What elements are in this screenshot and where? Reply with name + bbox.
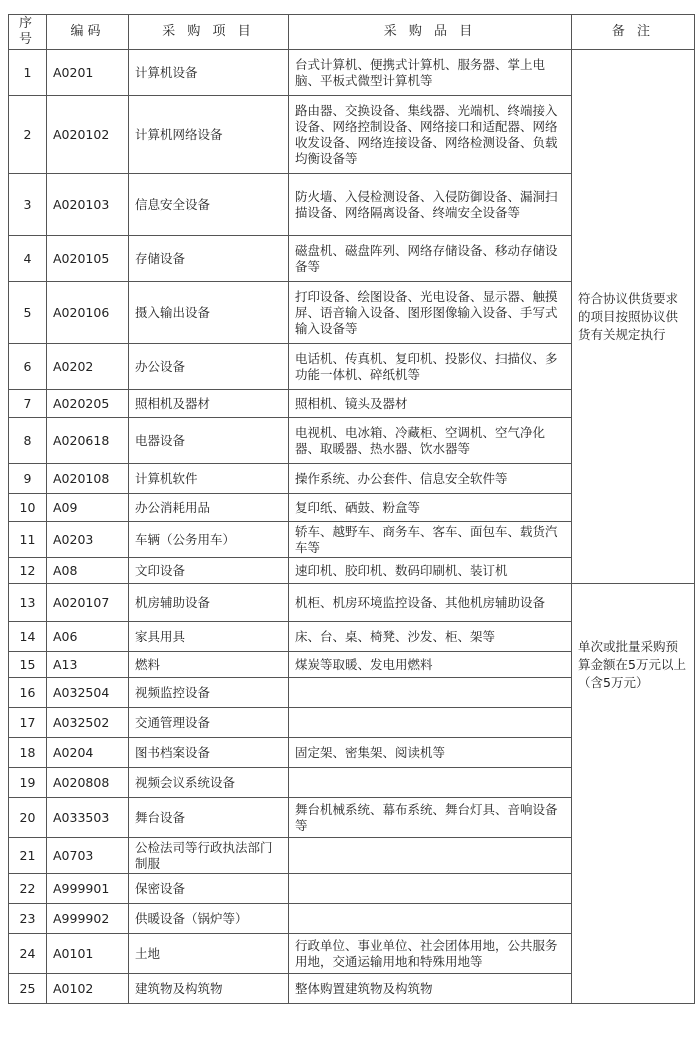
row-code: A033503 [47,798,129,838]
row-project: 图书档案设备 [129,738,289,768]
row-code: A020808 [47,768,129,798]
row-code: A0703 [47,838,129,874]
row-code: A0204 [47,738,129,768]
header-no: 序号 [9,15,47,50]
row-no: 18 [9,738,47,768]
row-items: 操作系统、办公套件、信息安全软件等 [289,464,572,494]
row-items: 轿车、越野车、商务车、客车、面包车、载货汽车等 [289,522,572,558]
row-code: A020618 [47,418,129,464]
row-code: A0102 [47,974,129,1004]
remark-agreement-supply: 符合协议供货要求的项目按照协议供货有关规定执行 [572,50,695,584]
row-project: 存储设备 [129,236,289,282]
table-row [9,584,695,622]
row-items [289,904,572,934]
row-no: 13 [9,584,47,622]
row-project: 舞台设备 [129,798,289,838]
row-no: 24 [9,934,47,974]
table-body [9,50,695,1004]
row-items: 煤炭等取暖、发电用燃料 [289,652,572,678]
row-no: 19 [9,768,47,798]
row-no: 3 [9,174,47,236]
row-code: A020105 [47,236,129,282]
remark-budget-threshold: 单次或批量采购预算金额在5万元以上（含5万元） [572,584,695,1004]
row-no: 11 [9,522,47,558]
row-no: 8 [9,418,47,464]
row-code: A0203 [47,522,129,558]
row-no: 17 [9,708,47,738]
row-project: 办公设备 [129,344,289,390]
row-items: 台式计算机、便携式计算机、服务器、掌上电脑、平板式微型计算机等 [289,50,572,96]
row-code: A020205 [47,390,129,418]
row-items: 整体购置建筑物及构筑物 [289,974,572,1004]
row-project: 燃料 [129,652,289,678]
row-no: 22 [9,874,47,904]
row-items: 电话机、传真机、复印机、投影仪、扫描仪、多功能一体机、碎纸机等 [289,344,572,390]
row-items: 复印纸、硒鼓、粉盒等 [289,494,572,522]
row-code: A032504 [47,678,129,708]
row-project: 土地 [129,934,289,974]
row-no: 23 [9,904,47,934]
row-items: 行政单位、事业单位、社会团体用地，公共服务用地，交通运输用地和特殊用地等 [289,934,572,974]
row-no: 7 [9,390,47,418]
row-no: 21 [9,838,47,874]
row-project: 电器设备 [129,418,289,464]
row-no: 1 [9,50,47,96]
row-code: A020106 [47,282,129,344]
row-items: 磁盘机、磁盘阵列、网络存储设备、移动存储设备等 [289,236,572,282]
row-project: 计算机网络设备 [129,96,289,174]
row-code: A0201 [47,50,129,96]
row-items [289,708,572,738]
row-code: A020103 [47,174,129,236]
row-code: A020102 [47,96,129,174]
row-project: 摄入输出设备 [129,282,289,344]
row-no: 5 [9,282,47,344]
row-project: 交通管理设备 [129,708,289,738]
row-items: 速印机、胶印机、数码印刷机、装订机 [289,558,572,584]
row-code: A020108 [47,464,129,494]
row-code: A08 [47,558,129,584]
row-project: 视频监控设备 [129,678,289,708]
row-project: 家具用具 [129,622,289,652]
row-items: 防火墙、入侵检测设备、入侵防御设备、漏洞扫描设备、网络隔离设备、终端安全设备等 [289,174,572,236]
row-no: 10 [9,494,47,522]
table-row [9,50,695,96]
row-items [289,678,572,708]
row-no: 9 [9,464,47,494]
row-items: 打印设备、绘图设备、光电设备、显示器、触摸屏、语音输入设备、图形图像输入设备、手写式输入设备等 [289,282,572,344]
row-items: 路由器、交换设备、集线器、光端机、终端接入设备、网络控制设备、网络接口和适配器、网络收发设备、网络连接设备、网络检测设备、负载均衡设备等 [289,96,572,174]
row-project: 计算机软件 [129,464,289,494]
row-items [289,838,572,874]
row-no: 2 [9,96,47,174]
row-project: 保密设备 [129,874,289,904]
procurement-table [8,14,695,1004]
row-no: 15 [9,652,47,678]
row-code: A020107 [47,584,129,622]
row-items [289,874,572,904]
header-project: 采 购 项 目 [129,15,289,50]
row-project: 视频会议系统设备 [129,768,289,798]
row-project: 文印设备 [129,558,289,584]
row-no: 14 [9,622,47,652]
row-no: 20 [9,798,47,838]
header-items: 采 购 品 目 [289,15,572,50]
row-code: A0202 [47,344,129,390]
row-items: 电视机、电冰箱、冷藏柜、空调机、空气净化器、取暖器、热水器、饮水器等 [289,418,572,464]
row-code: A0101 [47,934,129,974]
row-project: 计算机设备 [129,50,289,96]
row-project: 公检法司等行政执法部门制服 [129,838,289,874]
row-items: 照相机、镜头及器材 [289,390,572,418]
row-code: A032502 [47,708,129,738]
header-remark: 备 注 [572,15,695,50]
row-no: 16 [9,678,47,708]
row-no: 6 [9,344,47,390]
row-no: 25 [9,974,47,1004]
row-project: 建筑物及构筑物 [129,974,289,1004]
row-code: A06 [47,622,129,652]
row-project: 供暖设备（锅炉等） [129,904,289,934]
row-items [289,768,572,798]
row-code: A09 [47,494,129,522]
row-code: A999902 [47,904,129,934]
header-row [9,15,695,50]
row-project: 机房辅助设备 [129,584,289,622]
row-project: 车辆（公务用车） [129,522,289,558]
header-code: 编码 [47,15,129,50]
row-project: 照相机及器材 [129,390,289,418]
row-code: A13 [47,652,129,678]
row-no: 4 [9,236,47,282]
row-code: A999901 [47,874,129,904]
row-items: 舞台机械系统、幕布系统、舞台灯具、音响设备等 [289,798,572,838]
row-project: 信息安全设备 [129,174,289,236]
row-items: 机柜、机房环境监控设备、其他机房辅助设备 [289,584,572,622]
row-items: 固定架、密集架、阅读机等 [289,738,572,768]
row-project: 办公消耗用品 [129,494,289,522]
row-no: 12 [9,558,47,584]
row-items: 床、台、桌、椅凳、沙发、柜、架等 [289,622,572,652]
